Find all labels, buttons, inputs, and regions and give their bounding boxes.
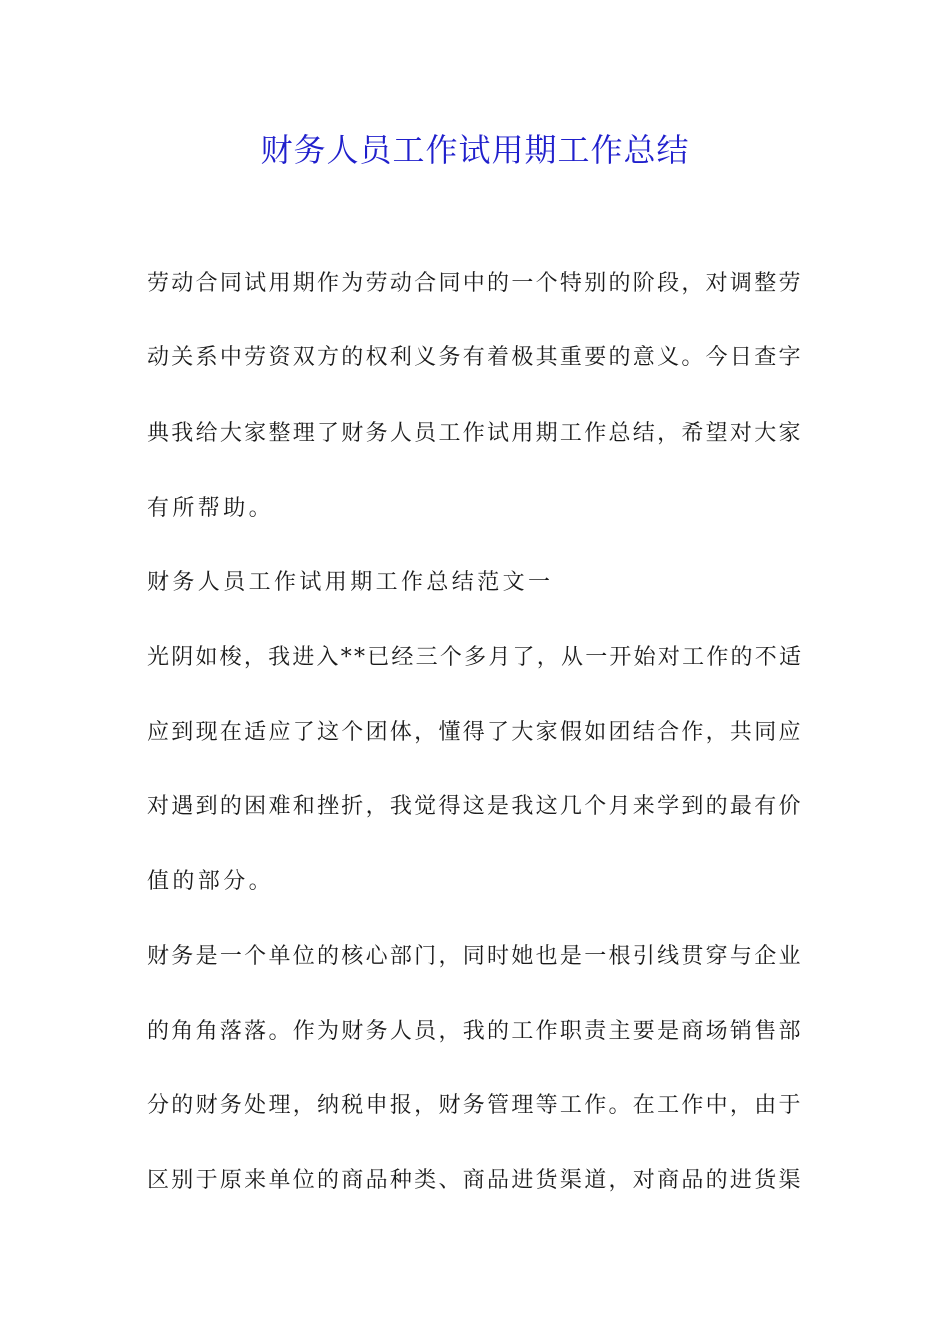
- body-line: 典我给大家整理了财务人员工作试用期工作总结，希望对大家: [147, 421, 803, 446]
- body-line: 有所帮助。: [147, 496, 275, 521]
- body-line: 的角角落落。作为财务人员，我的工作职责主要是商场销售部: [147, 1019, 803, 1044]
- document-title: 财务人员工作试用期工作总结: [260, 131, 690, 169]
- body-line: 劳动合同试用期作为劳动合同中的一个特别的阶段，对调整劳: [147, 271, 803, 296]
- body-line: 光阴如梭，我进入**已经三个多月了，从一开始对工作的不适: [147, 645, 804, 670]
- body-line: 应到现在适应了这个团体，懂得了大家假如团结合作，共同应: [147, 720, 803, 745]
- body-line: 财务是一个单位的核心部门，同时她也是一根引线贯穿与企业: [147, 944, 803, 969]
- body-line: 区别于原来单位的商品种类、商品进货渠道，对商品的进货渠: [147, 1168, 803, 1193]
- body-line: 对遇到的困难和挫折，我觉得这是我这几个月来学到的最有价: [147, 794, 803, 819]
- body-line: 分的财务处理，纳税申报，财务管理等工作。在工作中，由于: [147, 1093, 803, 1118]
- body-line: 值的部分。: [147, 869, 275, 894]
- section-heading: 财务人员工作试用期工作总结范文一: [147, 570, 554, 595]
- body-line: 动关系中劳资双方的权利义务有着极其重要的意义。今日查字: [147, 345, 803, 370]
